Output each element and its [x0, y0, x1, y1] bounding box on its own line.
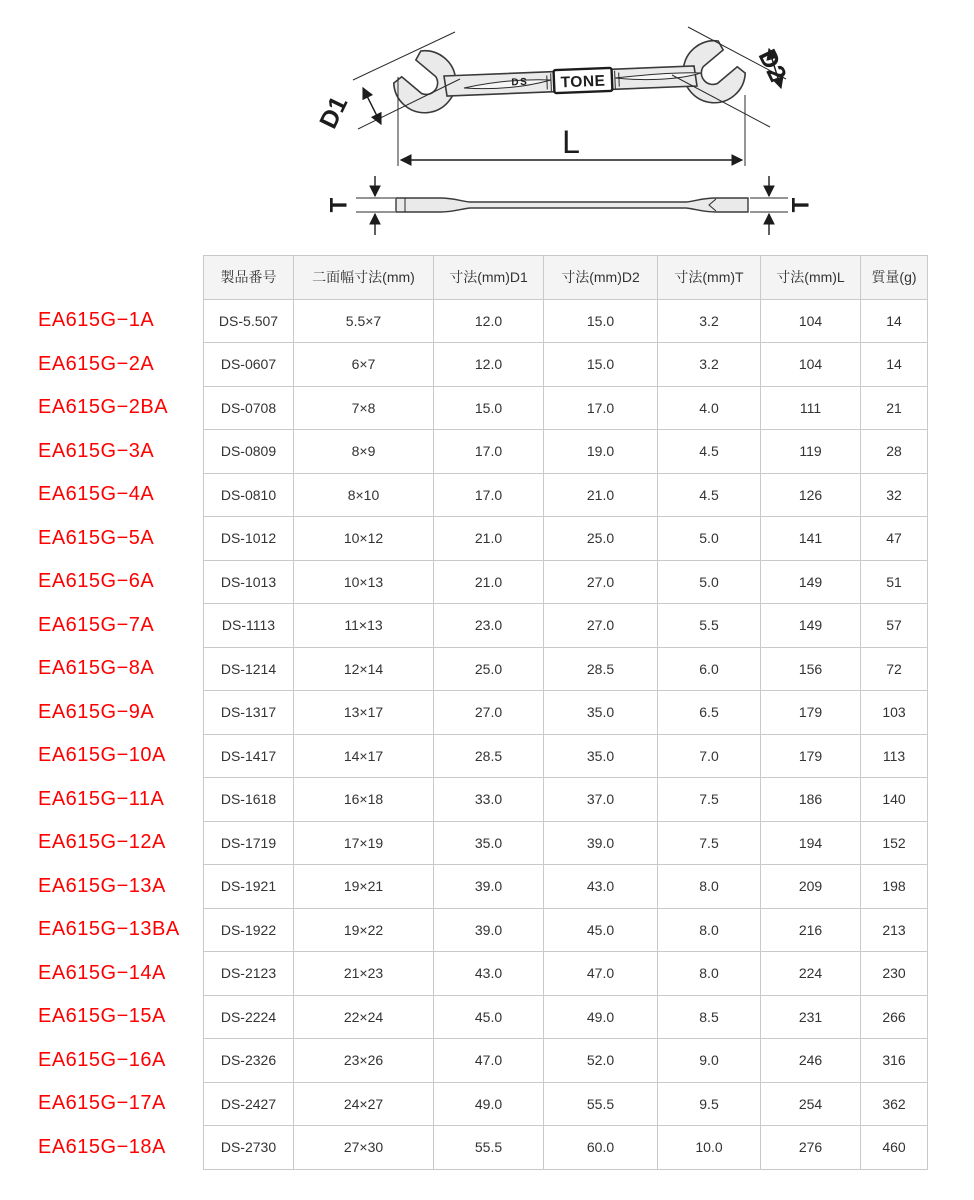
- spec-cell: 126: [761, 473, 861, 517]
- spec-cell: 198: [861, 865, 928, 909]
- spec-cell: 209: [761, 865, 861, 909]
- spec-cell: 28: [861, 430, 928, 474]
- spec-cell: 104: [761, 343, 861, 387]
- spec-cell: DS-1012: [204, 517, 294, 561]
- spec-cell: 33.0: [434, 778, 544, 822]
- spec-cell: 4.0: [658, 386, 761, 430]
- spec-cell: 21×23: [294, 952, 434, 996]
- spec-cell: 8.0: [658, 908, 761, 952]
- product-code-label: EA615G−13A: [38, 874, 166, 897]
- spec-cell: 7.0: [658, 734, 761, 778]
- product-code-label: EA615G−12A: [38, 831, 166, 854]
- spec-cell: 21.0: [434, 560, 544, 604]
- spec-cell: 60.0: [544, 1126, 658, 1170]
- spec-cell: 362: [861, 1082, 928, 1126]
- spec-row: [204, 517, 928, 561]
- spec-cell: 7.5: [658, 821, 761, 865]
- d2-label: D2: [752, 44, 792, 86]
- spec-cell: DS-0708: [204, 386, 294, 430]
- dimension-thickness-left: [325, 176, 395, 235]
- spec-cell: 179: [761, 691, 861, 735]
- spec-cell: 21: [861, 386, 928, 430]
- spec-table-header-row: [204, 256, 928, 300]
- spec-cell: 57: [861, 604, 928, 648]
- spec-cell: 49.0: [544, 995, 658, 1039]
- spec-cell: 231: [761, 995, 861, 1039]
- spec-cell: 27.0: [434, 691, 544, 735]
- product-code-label: EA615G−4A: [38, 483, 155, 506]
- dimension-thickness-right: [750, 176, 814, 235]
- spec-cell: DS-1013: [204, 560, 294, 604]
- spec-cell: 14: [861, 299, 928, 343]
- spec-cell: 6.5: [658, 691, 761, 735]
- spec-cell: DS-2224: [204, 995, 294, 1039]
- spec-cell: 24×27: [294, 1082, 434, 1126]
- spec-cell: 141: [761, 517, 861, 561]
- spec-cell: 10.0: [658, 1126, 761, 1170]
- wrench-diagram: [268, 2, 818, 244]
- product-code-label: EA615G−6A: [38, 570, 155, 593]
- spec-cell: 15.0: [544, 343, 658, 387]
- spec-cell: 51: [861, 560, 928, 604]
- length-label: L: [562, 124, 580, 160]
- spec-cell: DS-1618: [204, 778, 294, 822]
- spec-cell: 27×30: [294, 1126, 434, 1170]
- spec-cell: 6×7: [294, 343, 434, 387]
- wrench-diagram-svg: [268, 2, 818, 244]
- spec-cell: 19×21: [294, 865, 434, 909]
- spec-row: [204, 299, 928, 343]
- spec-section: [38, 255, 928, 1170]
- spec-cell: DS-1719: [204, 821, 294, 865]
- product-code-label: EA615G−10A: [38, 744, 166, 767]
- spec-cell: 17.0: [544, 386, 658, 430]
- spec-cell: DS-0607: [204, 343, 294, 387]
- spec-cell: 45.0: [544, 908, 658, 952]
- spec-cell: 21.0: [544, 473, 658, 517]
- spec-row: [204, 1039, 928, 1083]
- spec-row: [204, 778, 928, 822]
- spec-cell: 5.0: [658, 517, 761, 561]
- spec-cell: 35.0: [434, 821, 544, 865]
- spec-cell: 103: [861, 691, 928, 735]
- spec-cell: DS-2427: [204, 1082, 294, 1126]
- spec-cell: 55.5: [434, 1126, 544, 1170]
- spec-row: [204, 1082, 928, 1126]
- product-code-label: EA615G−17A: [38, 1092, 166, 1115]
- spec-cell: 216: [761, 908, 861, 952]
- spec-cell: DS-2730: [204, 1126, 294, 1170]
- product-code-label: EA615G−16A: [38, 1048, 166, 1071]
- spec-cell: 14: [861, 343, 928, 387]
- spec-cell: 7.5: [658, 778, 761, 822]
- spec-cell: 149: [761, 560, 861, 604]
- spec-row: [204, 343, 928, 387]
- product-code-label: EA615G−15A: [38, 1005, 166, 1028]
- spec-cell: DS-5.507: [204, 299, 294, 343]
- spec-row: [204, 1126, 928, 1170]
- spec-header-cell: 寸法(mm)D2: [544, 256, 658, 300]
- spec-cell: 8×10: [294, 473, 434, 517]
- spec-cell: 17.0: [434, 430, 544, 474]
- spec-cell: DS-1921: [204, 865, 294, 909]
- spec-row: [204, 952, 928, 996]
- spec-cell: 49.0: [434, 1082, 544, 1126]
- spec-table-body: [204, 299, 928, 1169]
- spec-cell: 23.0: [434, 604, 544, 648]
- spec-cell: 4.5: [658, 430, 761, 474]
- spec-cell: 22×24: [294, 995, 434, 1039]
- spec-cell: 5.5: [658, 604, 761, 648]
- spec-cell: 266: [861, 995, 928, 1039]
- d1-label: D1: [314, 91, 354, 133]
- spec-cell: 39.0: [434, 908, 544, 952]
- spec-cell: DS-1214: [204, 647, 294, 691]
- spec-cell: 3.2: [658, 299, 761, 343]
- spec-cell: 23×26: [294, 1039, 434, 1083]
- spec-cell: 149: [761, 604, 861, 648]
- spec-cell: 8.0: [658, 952, 761, 996]
- spec-cell: DS-0809: [204, 430, 294, 474]
- spec-cell: DS-1922: [204, 908, 294, 952]
- brand-logo: [547, 68, 620, 94]
- spec-table: [203, 255, 928, 1170]
- spec-cell: DS-1317: [204, 691, 294, 735]
- spec-cell: 19×22: [294, 908, 434, 952]
- spec-header-cell: 製品番号: [204, 256, 294, 300]
- spec-cell: 72: [861, 647, 928, 691]
- spec-cell: 9.5: [658, 1082, 761, 1126]
- spec-row: [204, 386, 928, 430]
- spec-row: [204, 647, 928, 691]
- spec-cell: 111: [761, 386, 861, 430]
- spec-cell: 276: [761, 1126, 861, 1170]
- spec-cell: 4.5: [658, 473, 761, 517]
- shank-model-text: DS: [511, 76, 529, 89]
- spec-cell: 7×8: [294, 386, 434, 430]
- spec-cell: 47.0: [434, 1039, 544, 1083]
- spec-cell: 37.0: [544, 778, 658, 822]
- spec-header-cell: 二面幅寸法(mm): [294, 256, 434, 300]
- spec-row: [204, 995, 928, 1039]
- spec-cell: 104: [761, 299, 861, 343]
- spec-cell: 21.0: [434, 517, 544, 561]
- side-profile: [396, 198, 748, 212]
- spec-cell: 52.0: [544, 1039, 658, 1083]
- spec-row: [204, 734, 928, 778]
- thickness-right-label: T: [787, 197, 815, 213]
- spec-cell: 39.0: [544, 821, 658, 865]
- product-code-label: EA615G−1A: [38, 309, 155, 332]
- spec-cell: 460: [861, 1126, 928, 1170]
- spec-cell: 10×13: [294, 560, 434, 604]
- product-code-label: EA615G−2BA: [38, 396, 169, 419]
- spec-row: [204, 604, 928, 648]
- spec-cell: 113: [861, 734, 928, 778]
- spec-cell: DS-2123: [204, 952, 294, 996]
- spec-cell: 12.0: [434, 299, 544, 343]
- spec-cell: DS-0810: [204, 473, 294, 517]
- spec-cell: 35.0: [544, 691, 658, 735]
- spec-cell: 45.0: [434, 995, 544, 1039]
- spec-cell: 32: [861, 473, 928, 517]
- spec-cell: 35.0: [544, 734, 658, 778]
- spec-cell: 119: [761, 430, 861, 474]
- spec-cell: 28.5: [544, 647, 658, 691]
- product-code-label: EA615G−3A: [38, 439, 155, 462]
- spec-cell: 179: [761, 734, 861, 778]
- spec-cell: 10×12: [294, 517, 434, 561]
- spec-cell: 15.0: [544, 299, 658, 343]
- spec-header-cell: 質量(g): [861, 256, 928, 300]
- spec-cell: 8.0: [658, 865, 761, 909]
- spec-cell: 43.0: [434, 952, 544, 996]
- product-code-label: EA615G−7A: [38, 613, 155, 636]
- spec-cell: 5.0: [658, 560, 761, 604]
- spec-row: [204, 821, 928, 865]
- spec-header-cell: 寸法(mm)L: [761, 256, 861, 300]
- wrench-side-view: [325, 176, 814, 235]
- product-code-label: EA615G−18A: [38, 1135, 166, 1158]
- spec-cell: 5.5×7: [294, 299, 434, 343]
- spec-header-cell: 寸法(mm)T: [658, 256, 761, 300]
- product-code-label: EA615G−13BA: [38, 918, 180, 941]
- spec-cell: 224: [761, 952, 861, 996]
- spec-cell: 12.0: [434, 343, 544, 387]
- thickness-left-label: T: [325, 197, 353, 213]
- spec-row: [204, 691, 928, 735]
- spec-cell: 152: [861, 821, 928, 865]
- spec-cell: 13×17: [294, 691, 434, 735]
- spec-cell: DS-1417: [204, 734, 294, 778]
- spec-cell: 43.0: [544, 865, 658, 909]
- spec-cell: 8×9: [294, 430, 434, 474]
- product-code-label: EA615G−11A: [38, 787, 165, 810]
- product-code-label: EA615G−9A: [38, 700, 155, 723]
- spec-cell: 27.0: [544, 604, 658, 648]
- spec-cell: 186: [761, 778, 861, 822]
- spec-cell: 25.0: [434, 647, 544, 691]
- product-code-column: [38, 255, 203, 1169]
- spec-row: [204, 908, 928, 952]
- product-code-label: EA615G−14A: [38, 961, 166, 984]
- brand-logo-text: TONE: [560, 72, 606, 92]
- spec-cell: 156: [761, 647, 861, 691]
- spec-cell: 16×18: [294, 778, 434, 822]
- spec-cell: DS-1113: [204, 604, 294, 648]
- spec-cell: 39.0: [434, 865, 544, 909]
- spec-cell: 230: [861, 952, 928, 996]
- spec-row: [204, 560, 928, 604]
- spec-cell: 55.5: [544, 1082, 658, 1126]
- spec-cell: 9.0: [658, 1039, 761, 1083]
- spec-cell: 213: [861, 908, 928, 952]
- spec-cell: 17.0: [434, 473, 544, 517]
- spec-cell: 316: [861, 1039, 928, 1083]
- spec-row: [204, 865, 928, 909]
- spec-cell: DS-2326: [204, 1039, 294, 1083]
- spec-row: [204, 473, 928, 517]
- spec-cell: 14×17: [294, 734, 434, 778]
- spec-cell: 25.0: [544, 517, 658, 561]
- spec-header-cell: 寸法(mm)D1: [434, 256, 544, 300]
- spec-cell: 140: [861, 778, 928, 822]
- spec-cell: 8.5: [658, 995, 761, 1039]
- spec-cell: 15.0: [434, 386, 544, 430]
- spec-cell: 246: [761, 1039, 861, 1083]
- spec-cell: 12×14: [294, 647, 434, 691]
- spec-cell: 17×19: [294, 821, 434, 865]
- spec-cell: 28.5: [434, 734, 544, 778]
- product-code-label: EA615G−8A: [38, 657, 155, 680]
- spec-cell: 27.0: [544, 560, 658, 604]
- spec-cell: 47.0: [544, 952, 658, 996]
- spec-row: [204, 430, 928, 474]
- spec-cell: 254: [761, 1082, 861, 1126]
- product-code-label: EA615G−5A: [38, 526, 155, 549]
- spec-cell: 3.2: [658, 343, 761, 387]
- product-code-label: EA615G−2A: [38, 352, 155, 375]
- spec-cell: 6.0: [658, 647, 761, 691]
- spec-cell: 11×13: [294, 604, 434, 648]
- spec-cell: 47: [861, 517, 928, 561]
- spec-cell: 194: [761, 821, 861, 865]
- wrench-top-view: [314, 27, 792, 166]
- spec-cell: 19.0: [544, 430, 658, 474]
